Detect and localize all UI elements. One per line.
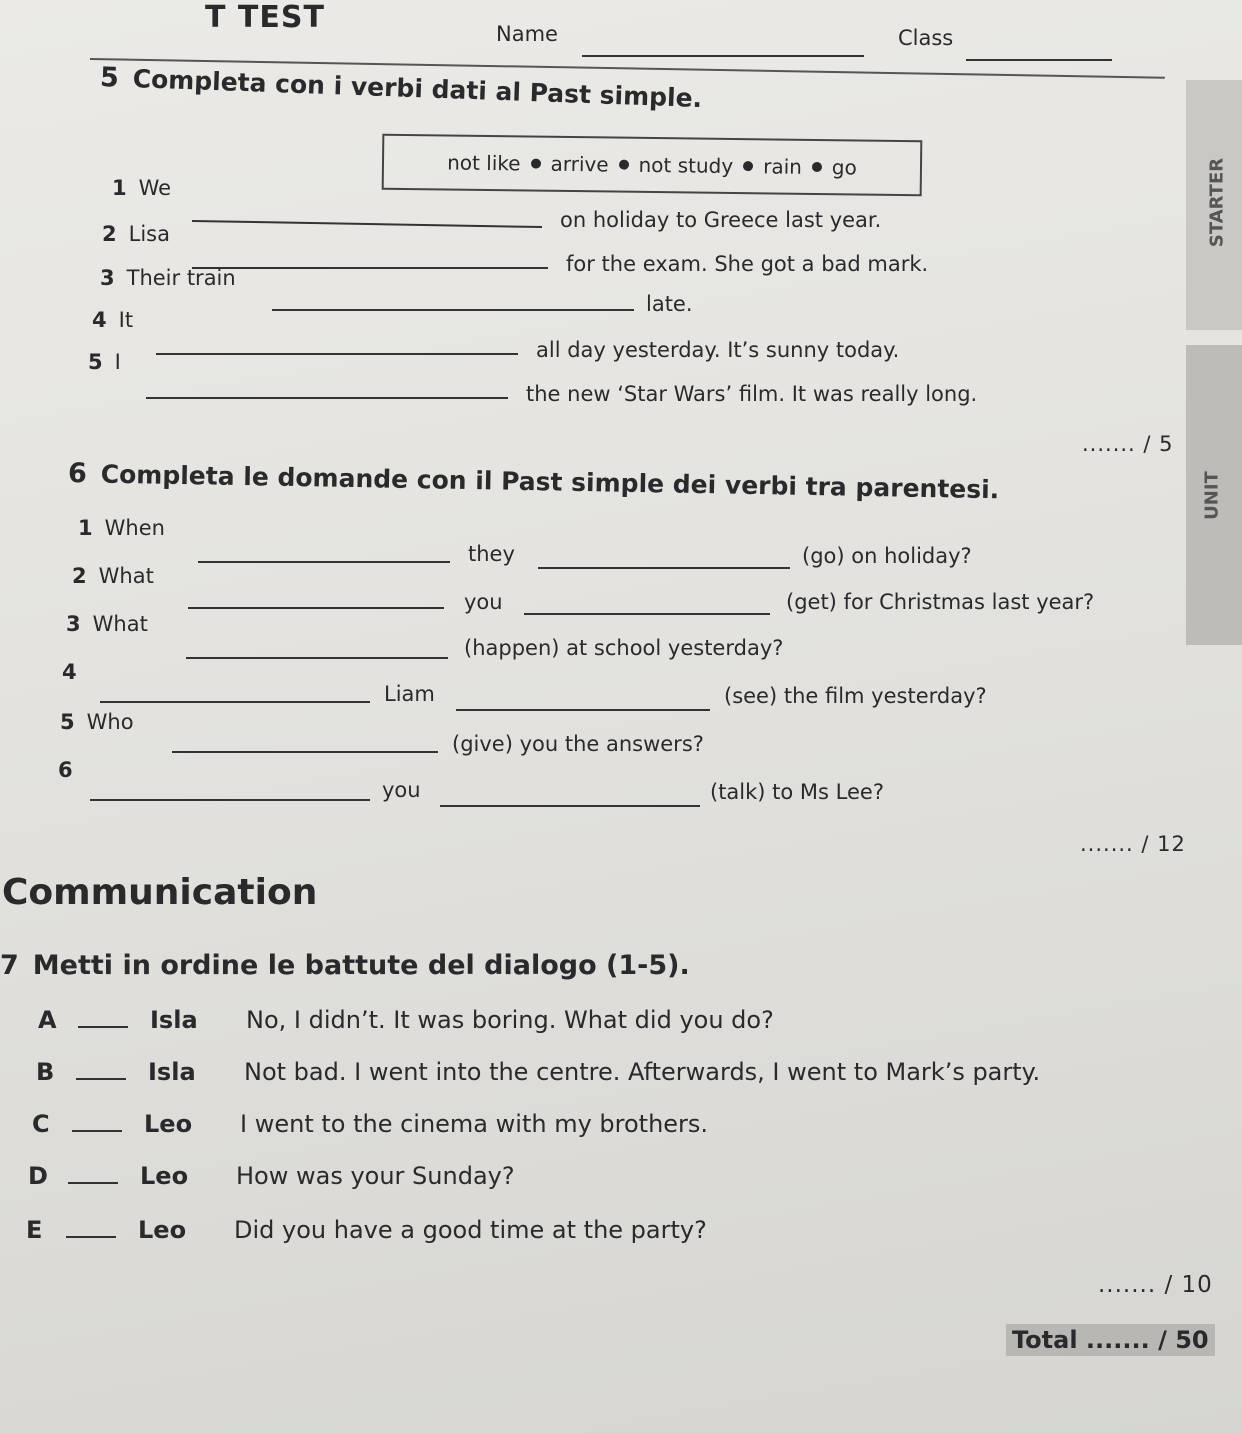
class-label: Class	[898, 26, 954, 50]
ex6-item-3: 3 What	[66, 612, 148, 636]
starter-tab	[1186, 80, 1242, 330]
name-label: Name	[496, 22, 558, 46]
dialogue-line-e: E Leo Did you have a good time at the party?	[26, 1216, 707, 1244]
dialogue-line-d: D Leo How was your Sunday?	[28, 1162, 515, 1190]
ex6-blank-1b[interactable]	[538, 554, 790, 573]
dialogue-line-a: A Isla No, I didn’t. It was boring. What did you do?	[38, 1006, 774, 1034]
ex6-blank-2b[interactable]	[524, 600, 770, 619]
unit-tab-label: UNIT	[1201, 471, 1223, 520]
ex6-blank-6b[interactable]	[440, 792, 700, 811]
ex6-item-2: 2 What	[72, 564, 154, 588]
ex6-item-6-end: (talk) to Ms Lee?	[710, 780, 884, 804]
bullet-icon	[619, 160, 629, 170]
order-blank[interactable]	[76, 1078, 126, 1080]
ex6-item-2-mid: you	[464, 590, 503, 614]
ex5-answer-blank-2[interactable]	[192, 254, 548, 273]
word-option: arrive	[550, 151, 609, 177]
ex5-item-5: 5 I	[88, 350, 121, 374]
ex5-answer-blank-5[interactable]	[146, 384, 508, 403]
bullet-icon	[743, 161, 753, 171]
dialogue-line-b: B Isla Not bad. I went into the centre. Afterwards, I went to Mark’s party.	[36, 1058, 1041, 1086]
bullet-icon	[530, 159, 540, 169]
ex6-blank-6a[interactable]	[90, 786, 370, 805]
ex6-item-5: 5 Who	[60, 710, 134, 734]
ex6-item-6: 6	[58, 758, 73, 782]
ex6-item-1-end: (go) on holiday?	[802, 544, 972, 568]
word-option: rain	[763, 154, 803, 179]
ex6-item-2-end: (get) for Christmas last year?	[786, 590, 1095, 614]
order-blank[interactable]	[72, 1130, 122, 1132]
order-blank[interactable]	[78, 1026, 128, 1028]
ex6-item-5-end: (give) you the answers?	[452, 732, 704, 756]
ex6-blank-2a[interactable]	[188, 594, 444, 613]
ex6-blank-3a[interactable]	[186, 644, 448, 663]
exercise-5-instruction: Completa con i verbi dati al Past simple.	[132, 64, 703, 114]
class-blank[interactable]	[966, 46, 1112, 65]
ex5-answer-blank-4[interactable]	[156, 340, 518, 359]
ex6-item-4: 4	[62, 660, 77, 684]
word-option: not study	[638, 152, 734, 178]
ex5-answer-blank-3[interactable]	[272, 296, 634, 315]
ex6-item-4-end: (see) the film yesterday?	[724, 684, 987, 708]
exercise-5-number: 5	[99, 62, 120, 94]
word-option: not like	[447, 150, 521, 176]
dialogue-line-c: C Leo I went to the cinema with my brothers.	[32, 1110, 709, 1138]
ex5-answer-blank-1[interactable]	[192, 210, 542, 229]
ex6-item-1-mid: they	[468, 542, 515, 566]
test-title: T TEST	[205, 0, 325, 35]
ex5-score: ....... / 5	[1082, 432, 1174, 456]
ex5-item-1-rest: on holiday to Greece last year.	[560, 208, 882, 232]
ex6-score: ....... / 12	[1080, 832, 1186, 856]
exercise-7-instruction: Metti in ordine le battute del dialogo (1-5).	[32, 950, 690, 981]
ex5-item-3: 3 Their train	[100, 266, 236, 290]
ex5-item-2-rest: for the exam. She got a bad mark.	[566, 252, 929, 276]
ex6-item-1: 1 When	[78, 516, 165, 540]
ex6-item-3-end: (happen) at school yesterday?	[464, 636, 784, 660]
ex6-item-4-mid: Liam	[384, 682, 435, 706]
order-blank[interactable]	[66, 1236, 116, 1238]
order-blank[interactable]	[68, 1182, 118, 1184]
ex6-item-6-mid: you	[382, 778, 421, 802]
exercise-7-title	[0, 950, 690, 981]
ex5-item-5-rest: the new ‘Star Wars’ film. It was really long.	[526, 382, 978, 406]
ex5-item-1: 1 We	[112, 176, 172, 200]
unit-tab	[1186, 345, 1242, 645]
name-blank[interactable]	[582, 42, 864, 61]
ex6-blank-1a[interactable]	[198, 548, 450, 567]
ex5-item-4: 4 It	[92, 308, 134, 332]
ex5-item-2: 2 Lisa	[102, 222, 170, 246]
total-score: Total ....... / 50	[1006, 1324, 1215, 1356]
ex6-blank-4a[interactable]	[100, 688, 370, 707]
word-box	[382, 134, 923, 197]
section-heading: Communication	[2, 872, 318, 913]
ex6-blank-4b[interactable]	[456, 696, 710, 715]
exercise-6-instruction: Completa le domande con il Past simple dei verbi tra parentesi.	[100, 459, 1000, 505]
ex6-blank-5a[interactable]	[172, 738, 438, 757]
ex7-score: ....... / 10	[1098, 1272, 1213, 1298]
exercise-6-number: 6	[67, 458, 88, 490]
ex5-item-4-rest: all day yesterday. It’s sunny today.	[536, 338, 900, 362]
word-option: go	[831, 155, 857, 180]
starter-tab-label: STARTER	[1206, 157, 1228, 248]
bullet-icon	[812, 162, 822, 172]
ex5-item-3-rest: late.	[646, 292, 693, 316]
exercise-7-number: 7	[0, 950, 19, 981]
